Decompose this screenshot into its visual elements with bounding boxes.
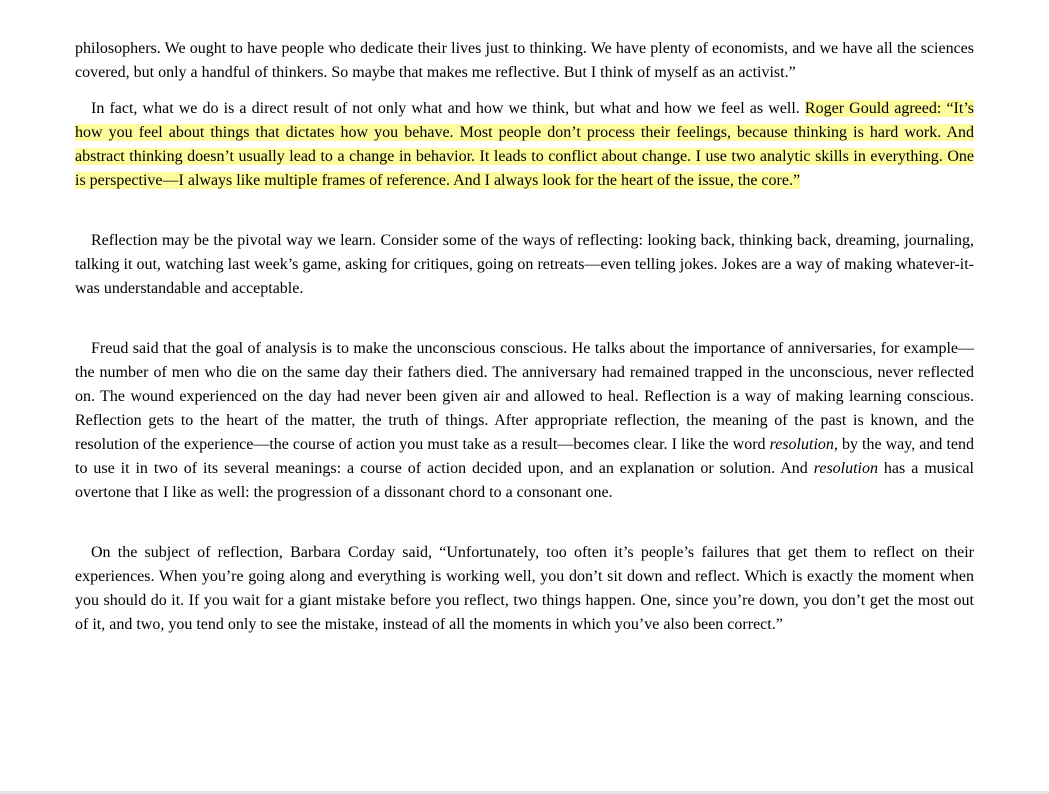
paragraph-3 bbox=[75, 229, 974, 301]
italic-term: resolution bbox=[813, 460, 878, 477]
paragraph-5 bbox=[75, 541, 974, 637]
italic-term: resolution bbox=[769, 436, 834, 453]
paragraph-5-text: On the subject of reflection, Barbara Corday said, “Unfortunately, too often it’s people’s failures that get them to reflect on their experiences. When you’re going along and everything is working well, you don’t sit down and reflect. Which is exactly the moment when you should do it. If you wait for a giant mistake before you reflect, two things happen. One, since you’re down, you don’t get the most out of it, and two, you tend only to see the mistake, instead of all the moments in which you’ve also been correct.” bbox=[75, 544, 974, 633]
highlighted-passage[interactable]: Roger Gould agreed: “It’s how you feel about things that dictates how you behave. Most people don’t process their feelings, because thinking is hard work. And abstract thinking doesn’t usually lead to a change in behavior. It leads to conflict about change. I use two analytic skills in everything. One is perspective—I always like multiple frames of reference. And I always look for the heart of the issue, the core.” bbox=[75, 100, 974, 189]
paragraph-4 bbox=[75, 337, 974, 505]
paragraph-1-text: philosophers. We ought to have people who dedicate their lives just to thinking. We have plenty of economists, and we have all the sciences covered, but only a handful of thinkers. So maybe that makes me reflective. But I think of myself as an activist.” bbox=[75, 40, 974, 81]
paragraph-2-text: In fact, what we do is a direct result of not only what and how we think, but what and how we feel as well. bbox=[91, 100, 805, 117]
paragraph-4-text-b: , by the way, and tend to use it in two of its several meanings: a course of action decided upon, and an explanation or solution. And bbox=[75, 436, 974, 477]
paragraph-4-text-a: Freud said that the goal of analysis is to make the unconscious conscious. He talks about the importance of anniversaries, for example—the number of men who die on the same day their fathers died. The anniversary had remained trapped in the unconscious, never reflected on. The wound experienced on the day had never been given air and allowed to heal. Reflection is a way of making learning conscious. Reflection gets to the heart of the matter, the truth of things. After appropriate reflection, the meaning of the past is known, and the resolution of the experience—the course of action you must take as a result—becomes clear. I like the word bbox=[75, 340, 974, 453]
document-body bbox=[75, 37, 974, 637]
paragraph-1 bbox=[75, 37, 974, 85]
paragraph-2 bbox=[75, 97, 974, 193]
paragraph-3-text: Reflection may be the pivotal way we learn. Consider some of the ways of reflecting: looking back, thinking back, dreaming, journaling, talking it out, watching last week’s game, asking for critiques, going on retreats—even telling jokes. Jokes are a way of making whatever-it-was understandable and acceptable. bbox=[75, 232, 974, 297]
paragraph-4-text-c: has a musical overtone that I like as well: the progression of a dissonant chord to a consonant one. bbox=[75, 460, 975, 501]
